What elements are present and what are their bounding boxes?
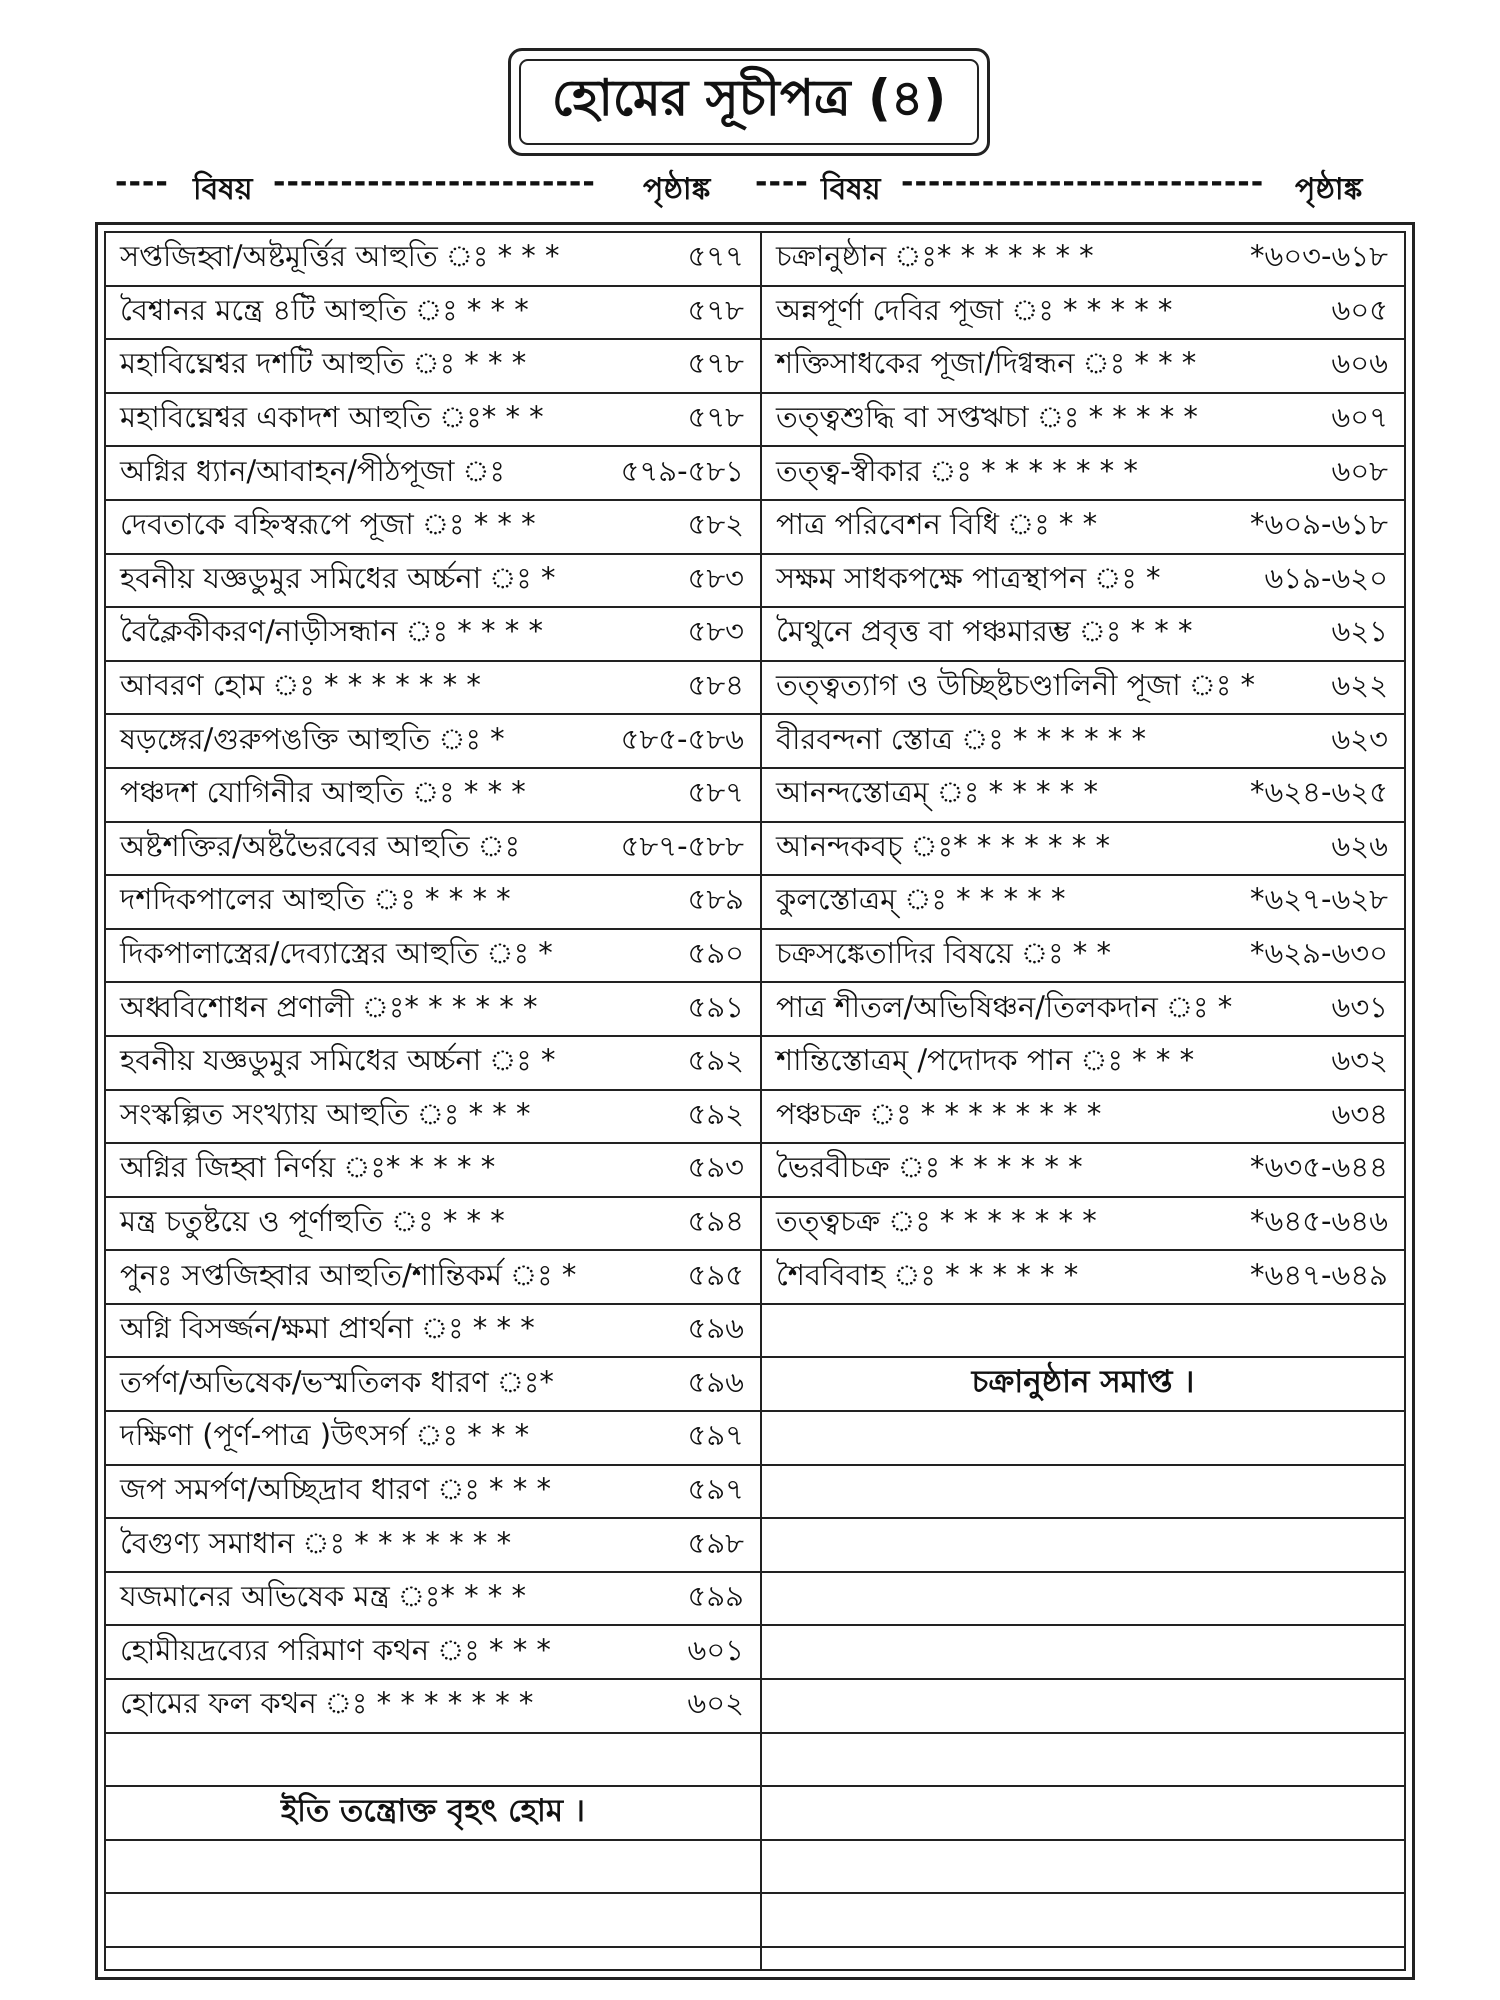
closing-note: ইতি তন্ত্রোক্ত বৃহৎ হোম । (280, 1793, 586, 1830)
table-row (762, 1198, 1404, 1252)
entry-subject: পুনঃ সপ্তজিহ্বার আহুতি/শান্তিকর্ম ঃ * (120, 1257, 577, 1292)
note-row (106, 1787, 760, 1841)
entry-subject: মহাবিঘ্নেশ্বর দশটি আহুতি ঃ * * * (120, 346, 527, 381)
entry-page: ৫৮২ (687, 507, 744, 542)
header-right-dashes: --------------------------- (901, 165, 1265, 200)
entry-page: ৬২১ (1331, 614, 1388, 649)
table-row (762, 233, 1404, 287)
entry-page: ৫৯৪ (687, 1203, 744, 1238)
entry-page: ৫৯৮ (687, 1525, 744, 1560)
entry-page: ৫৯১ (687, 989, 744, 1024)
entry-subject: কুলস্তোত্রম্ ঃ * * * * * (776, 882, 1066, 917)
entry-page: ৫৮৭ (687, 775, 744, 810)
entry-subject: সপ্তজিহ্বা/অষ্টমূর্ত্তির আহুতি ঃ * * * (120, 239, 560, 274)
table-row (106, 340, 760, 394)
entry-page: ৬৩২ (1331, 1043, 1388, 1078)
table-row (762, 1251, 1404, 1305)
entry-subject: তত্ত্বচক্র ঃ * * * * * * * (776, 1203, 1097, 1238)
entry-subject: মন্ত্র চতুষ্টয়ে ও পূর্ণাহুতি ঃ * * * (120, 1203, 505, 1238)
table-row (762, 555, 1404, 609)
entry-subject: অগ্নির জিহ্বা নির্ণয় ঃ* * * * * (120, 1150, 496, 1185)
table-row (106, 1305, 760, 1359)
table-row (106, 1091, 760, 1145)
entry-subject: আনন্দকবচ্ ঃ* * * * * * * (776, 828, 1110, 863)
entry-page: *৬২৯-৬৩০ (1249, 936, 1388, 971)
table-row (762, 394, 1404, 448)
header-left-subject: বিষয় (193, 172, 253, 207)
index-table (95, 222, 1415, 1980)
entry-subject: হোমীয়দ্রব্যের পরিমাণ কথন ঃ * * * (120, 1632, 551, 1667)
table-row (106, 983, 760, 1037)
entry-subject: হবনীয় যজ্ঞডুমুর সমিধের অর্চ্চনা ঃ * (120, 1043, 556, 1078)
entry-page: ৫৯০ (687, 936, 744, 971)
entry-subject: বীরবন্দনা স্তোত্র ঃ * * * * * * (776, 721, 1147, 756)
empty-row (762, 1519, 1404, 1573)
table-row (106, 608, 760, 662)
entry-subject: শান্তিস্তোত্রম্ /পদোদক পান ঃ * * * (776, 1043, 1195, 1078)
entry-subject: মৈথুনে প্রবৃত্ত বা পঞ্চমারম্ভ ঃ * * * (776, 614, 1193, 649)
entry-page: ৫৯২ (687, 1096, 744, 1131)
table-row (106, 930, 760, 984)
entry-subject: ভৈরবীচক্র ঃ * * * * * * (776, 1150, 1083, 1185)
entry-page: ৫৭৮ (687, 292, 744, 327)
entry-subject: তত্ত্ব-স্বীকার ঃ * * * * * * * (776, 453, 1138, 488)
entry-page: ৫৭৭ (687, 239, 744, 274)
entry-subject: আনন্দস্তোত্রম্ ঃ * * * * * (776, 775, 1098, 810)
table-row (106, 447, 760, 501)
entry-subject: তত্ত্বশুদ্ধি বা সপ্তঋচা ঃ * * * * * (776, 400, 1198, 435)
entry-subject: দিকপালাস্ত্রের/দেব্যাস্ত্রের আহুতি ঃ * (120, 936, 553, 971)
entry-page: ৬২৬ (1331, 828, 1388, 863)
entry-subject: অন্নপূর্ণা দেবির পূজা ঃ * * * * * (776, 292, 1173, 327)
table-row (762, 1037, 1404, 1091)
table-row (762, 447, 1404, 501)
header-right-subject: বিষয় (821, 172, 881, 207)
entry-page: ৫৯৫ (687, 1257, 744, 1292)
entry-subject: অষ্টশক্তির/অষ্টভৈরবের আহুতি ঃ (120, 828, 521, 863)
entry-page: ৬০৬ (1331, 346, 1388, 381)
closing-note: চক্রানুষ্ঠান সমাপ্ত । (971, 1364, 1195, 1401)
entry-page: ৫৯৬ (687, 1311, 744, 1346)
column-header (115, 165, 1385, 209)
table-row (762, 1091, 1404, 1145)
entry-page: ৫৯৭ (687, 1471, 744, 1506)
entry-page: ৫৯২ (687, 1043, 744, 1078)
header-right-page: পৃষ্ঠাঙ্ক (1295, 172, 1363, 207)
right-column (762, 233, 1404, 1969)
entry-subject: অগ্নি বিসর্জ্জন/ক্ষমা প্রার্থনা ঃ * * * (120, 1311, 535, 1346)
table-row (106, 1680, 760, 1734)
table-row (762, 287, 1404, 341)
entry-page: ৫৮৩ (687, 614, 744, 649)
table-row (762, 1144, 1404, 1198)
entry-subject: চক্রসঙ্কেতাদির বিষয়ে ঃ * * (776, 936, 1111, 971)
empty-row (762, 1466, 1404, 1520)
table-row (106, 662, 760, 716)
table-row (762, 823, 1404, 877)
empty-row (106, 1894, 760, 1948)
empty-row (762, 1305, 1404, 1359)
table-row (762, 876, 1404, 930)
header-left-page: পৃষ্ঠাঙ্ক (643, 172, 711, 207)
entry-page: *৬০৯-৬১৮ (1250, 507, 1388, 542)
table-row (106, 1037, 760, 1091)
entry-subject: মহাবিঘ্নেশ্বর একাদশ আহুতি ঃ* * * (120, 400, 544, 435)
empty-row (762, 1894, 1404, 1948)
table-row (762, 930, 1404, 984)
entry-subject: দশদিকপালের আহুতি ঃ * * * * (120, 882, 511, 917)
table-row (106, 394, 760, 448)
table-row (106, 287, 760, 341)
empty-row (762, 1841, 1404, 1895)
entry-subject: বৈগুণ্য সমাধান ঃ * * * * * * * (120, 1525, 512, 1560)
entry-subject: সংস্কল্পিত সংখ্যায় আহুতি ঃ * * * (120, 1096, 531, 1131)
entry-page: ৫৭৮ (687, 400, 744, 435)
empty-row (762, 1573, 1404, 1627)
entry-page: ৫৯৩ (687, 1150, 744, 1185)
title-box (508, 48, 990, 156)
page-title: হোমের সূচীপত্র (৪) (519, 59, 979, 145)
table-row (106, 1466, 760, 1520)
entry-subject: যজমানের অভিষেক মন্ত্র ঃ* * * * (120, 1579, 527, 1614)
entry-page: ৬০৭ (1331, 400, 1388, 435)
entry-page: ৬২৩ (1331, 721, 1388, 756)
entry-subject: জপ সমর্পণ/অচ্ছিদ্রাব ধারণ ঃ * * * (120, 1471, 551, 1506)
entry-page: *৬৩৫-৬৪৪ (1250, 1150, 1388, 1185)
entry-page: ৫৭৮ (687, 346, 744, 381)
table-row (106, 1626, 760, 1680)
entry-page: ৬০৮ (1331, 453, 1388, 488)
table-row (106, 1144, 760, 1198)
table-row (106, 876, 760, 930)
entry-subject: আবরণ হোম ঃ * * * * * * * (120, 668, 481, 703)
table-row (762, 662, 1404, 716)
entry-subject: হোমের ফল কথন ঃ * * * * * * * (120, 1686, 534, 1721)
entry-subject: তর্পণ/অভিষেক/ভস্মতিলক ধারণ ঃ* (120, 1364, 554, 1399)
entry-subject: পঞ্চচক্র ঃ * * * * * * * * (776, 1096, 1102, 1131)
entry-page: ৫৮৯ (687, 882, 744, 917)
entry-subject: দক্ষিণা (পূর্ণ-পাত্র )উৎসর্গ ঃ * * * (120, 1418, 530, 1453)
header-mid-dash: ---- (755, 165, 809, 200)
table-row (106, 501, 760, 555)
entry-page: ৫৯৯ (687, 1579, 744, 1614)
table-row (106, 233, 760, 287)
empty-row (762, 1787, 1404, 1841)
entry-subject: হবনীয় যজ্ঞডুমুর সমিধের অর্চ্চনা ঃ * (120, 560, 556, 595)
entry-page: *৬২৭-৬২৮ (1249, 882, 1388, 917)
header-left-dashes: ------------------------ (273, 165, 596, 200)
empty-row (762, 1626, 1404, 1680)
header-left-dash: ---- (115, 165, 169, 200)
entry-subject: পাত্র শীতল/অভিষিঞ্চন/তিলকদান ঃ * (776, 989, 1233, 1024)
note-row (762, 1358, 1404, 1412)
table-row (106, 1412, 760, 1466)
entry-page: ৬১৯-৬২০ (1264, 560, 1388, 595)
table-row (106, 1573, 760, 1627)
empty-row (106, 1841, 760, 1895)
entry-page: ৬০১ (687, 1632, 744, 1667)
table-row (106, 1251, 760, 1305)
entry-page: ৬০২ (687, 1686, 744, 1721)
table-row (106, 715, 760, 769)
entry-page: *৬৪৫-৬৪৬ (1250, 1203, 1388, 1238)
empty-row (106, 1734, 760, 1788)
entry-page: *৬২৪-৬২৫ (1249, 775, 1388, 810)
empty-row (762, 1412, 1404, 1466)
entry-subject: বৈক্লৈকীকরণ/নাড়ীসন্ধান ঃ * * * * (120, 614, 543, 649)
entry-page: ৬২২ (1331, 668, 1388, 703)
entry-page: ৫৯৭ (687, 1418, 744, 1453)
entry-subject: পঞ্চদশ যোগিনীর আহুতি ঃ * * * (120, 775, 526, 810)
entry-page: ৫৮৪ (687, 668, 744, 703)
table-row (762, 715, 1404, 769)
entry-page: *৬০৩-৬১৮ (1249, 239, 1388, 274)
table-row (106, 1198, 760, 1252)
empty-row (762, 1734, 1404, 1788)
entry-subject: তত্ত্বত্যাগ ও উচ্ছিষ্টচণ্ডালিনী পূজা ঃ * (776, 668, 1256, 703)
entry-subject: সক্ষম সাধকপক্ষে পাত্রস্থাপন ঃ * (776, 560, 1161, 595)
table-row (106, 1358, 760, 1412)
entry-subject: অগ্নির ধ্যান/আবাহন/পীঠপূজা ঃ (120, 453, 506, 488)
entry-subject: অধ্ববিশোধন প্রণালী ঃ* * * * * * (120, 989, 538, 1024)
entry-page: *৬৪৭-৬৪৯ (1250, 1257, 1388, 1292)
entry-subject: ষড়ঙ্গের/গুরুপঙক্তি আহুতি ঃ * (120, 721, 505, 756)
entry-page: ৫৮৭-৫৮৮ (620, 828, 744, 863)
entry-page: ৫৮৫-৫৮৬ (620, 721, 744, 756)
empty-row (762, 1680, 1404, 1734)
table-row (106, 555, 760, 609)
entry-page: ৫৭৯-৫৮১ (620, 453, 744, 488)
entry-page: ৬৩১ (1331, 989, 1388, 1024)
table-row (762, 340, 1404, 394)
table-row (762, 769, 1404, 823)
table-row (106, 769, 760, 823)
table-row (762, 608, 1404, 662)
entry-subject: শক্তিসাধকের পূজা/দিগ্বন্ধন ঃ * * * (776, 346, 1197, 381)
entry-page: ৫৯৬ (687, 1364, 744, 1399)
left-column (106, 233, 762, 1969)
entry-page: ৫৮৩ (687, 560, 744, 595)
table-row (762, 501, 1404, 555)
entry-subject: চক্রানুষ্ঠান ঃ* * * * * * * (776, 239, 1094, 274)
entry-page: ৬৩৪ (1331, 1096, 1388, 1131)
table-row (762, 983, 1404, 1037)
table-row (106, 1519, 760, 1573)
table-row (106, 823, 760, 877)
entry-subject: পাত্র পরিবেশন বিধি ঃ * * (776, 507, 1098, 542)
entry-subject: বৈশ্বানর মন্ত্রে ৪টি আহুতি ঃ * * * (120, 292, 529, 327)
entry-subject: শৈববিবাহ ঃ * * * * * * (776, 1257, 1079, 1292)
entry-page: ৬০৫ (1331, 292, 1388, 327)
entry-subject: দেবতাকে বহ্নিস্বরূপে পূজা ঃ * * * (120, 507, 536, 542)
